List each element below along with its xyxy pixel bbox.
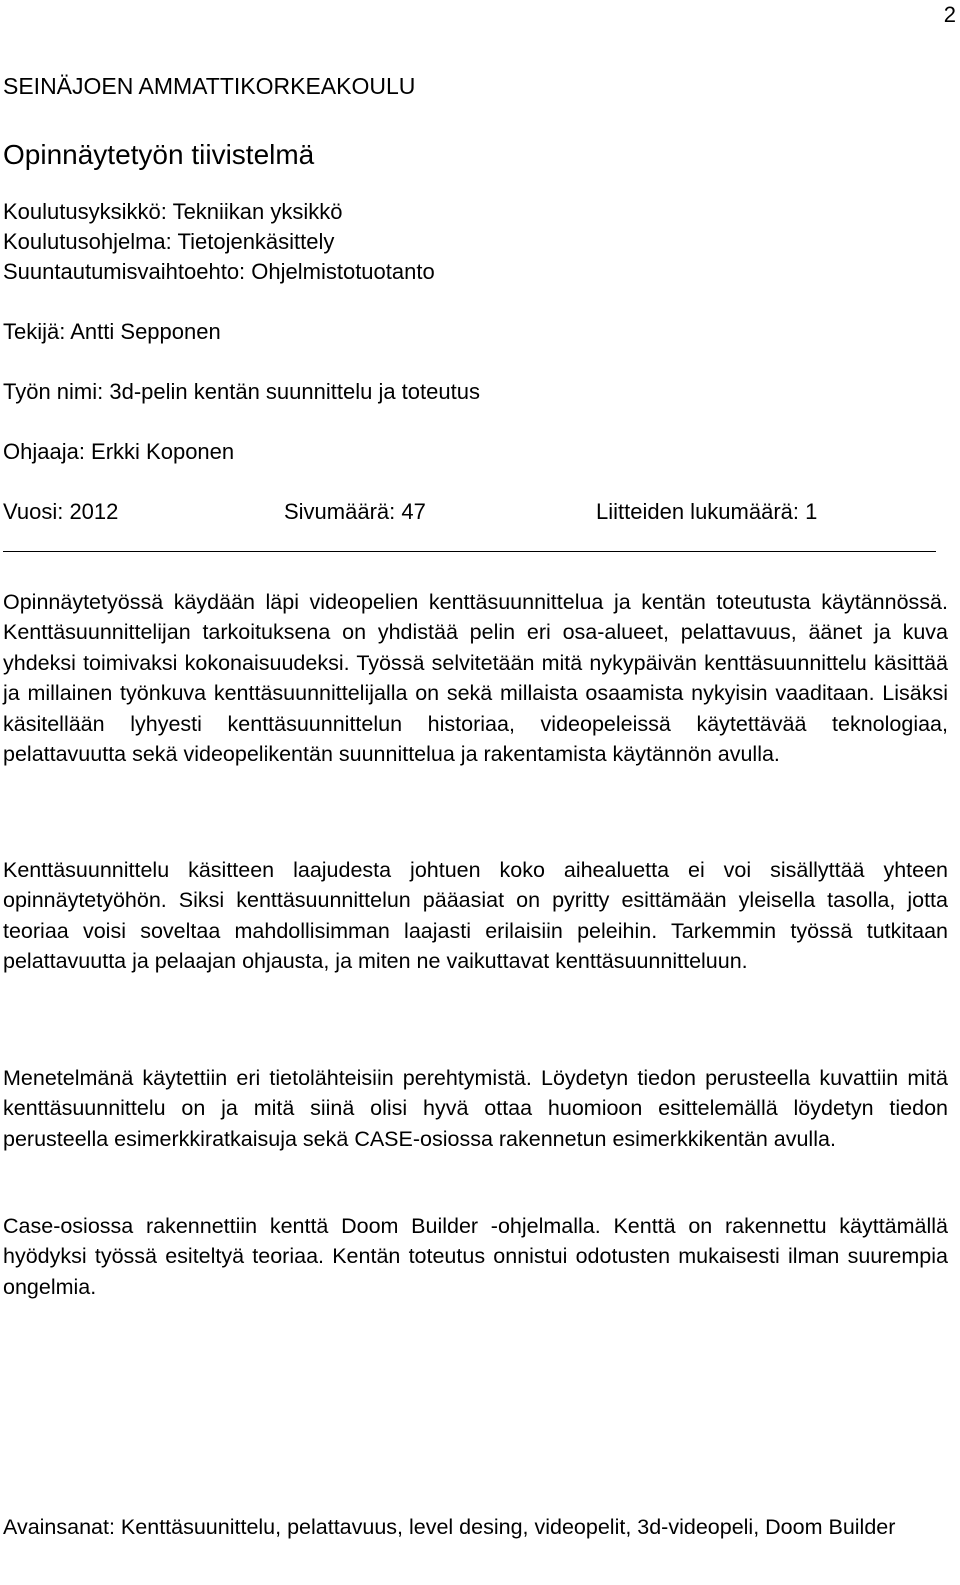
abstract-paragraph-1: Opinnäytetyössä käydään läpi videopelien kenttäsuunnittelua ja kentän toteutusta käytännössä. Kenttäsuunnittelijan tarkoituksena on yhdistää pelin eri osa-alueet, pelattavuus, äänet ja kuva yhdeksi toimivaksi kokonaisuudeksi. Työssä selvitetään mitä nykypäivän kenttäsuunnittelu käsittää ja millainen työnkuva kenttäsuunnittelijalla on sekä millaista osaamista nykyisin vaaditaan. Lisäksi käsitellään lyhyesti kenttäsuunnittelun historiaa, videopeleissä käytettävää teknologiaa, pelattavuutta sekä videopelikentän suunnittelua ja rakentamista käytännön avulla. bbox=[3, 590, 948, 767]
meta-unit: Koulutusyksikkö: Tekniikan yksikkö bbox=[3, 199, 343, 224]
meta-specialisation: Suuntautumisvaihtoehto: Ohjelmistotuotanto bbox=[3, 259, 435, 284]
meta-page-count: Sivumäärä: 47 bbox=[284, 499, 426, 524]
page-number: 2 bbox=[943, 2, 956, 27]
meta-author: Tekijä: Antti Sepponen bbox=[3, 319, 221, 344]
meta-year: Vuosi: 2012 bbox=[3, 499, 119, 524]
meta-supervisor: Ohjaaja: Erkki Koponen bbox=[3, 439, 235, 464]
section-divider bbox=[3, 551, 936, 552]
abstract-paragraph-2: Kenttäsuunnittelu käsitteen laajudesta johtuen koko aihealuetta ei voi sisällyttää yhteen opinnäytetyöhön. Siksi kenttäsuunnittelun pääasiat on pyritty esittämään yleisella tasolla, jotta teoriaa voisi soveltaa mahdollisimman laajasti erilaisiin peleihin. Tarkemmin työssä tutkitaan pelattavuutta ja pelaajan ohjausta, ja miten ne vaikuttavat kenttäsuunnitteluun. bbox=[3, 858, 948, 974]
abstract-paragraph-4: Case-osiossa rakennettiin kenttä Doom Builder -ohjelmalla. Kenttä on rakennettu käyttämällä hyödyksi työssä esiteltyä teoriaa. Kentän toteutus onnistui odotusten mukaisesti ilman suurempia ongelmia. bbox=[3, 1214, 948, 1299]
meta-programme: Koulutusohjelma: Tietojenkäsittely bbox=[3, 229, 335, 254]
meta-appendix-count: Liitteiden lukumäärä: 1 bbox=[596, 499, 818, 524]
meta-work-title: Työn nimi: 3d-pelin kentän suunnittelu ja toteutus bbox=[3, 379, 480, 404]
keywords: Avainsanat: Kenttäsuunittelu, pelattavuus, level desing, videopelit, 3d-videopeli, Doom Builder bbox=[3, 1515, 896, 1539]
document-title: Opinnäytetyön tiivistelmä bbox=[3, 139, 315, 170]
abstract-paragraph-3: Menetelmänä käytettiin eri tietolähteisiin perehtymistä. Löydetyn tiedon perusteella kuvattiin mitä kenttäsuunnittelu on ja mitä siinä olisi hyvä ottaa huomioon esittelemällä löydetyn tiedon perusteella esimerkkiratkaisuja sekä CASE-osiossa rakennetun esimerkkikentän avulla. bbox=[3, 1066, 948, 1151]
institution-name: SEINÄJOEN AMMATTIKORKEAKOULU bbox=[3, 73, 416, 99]
